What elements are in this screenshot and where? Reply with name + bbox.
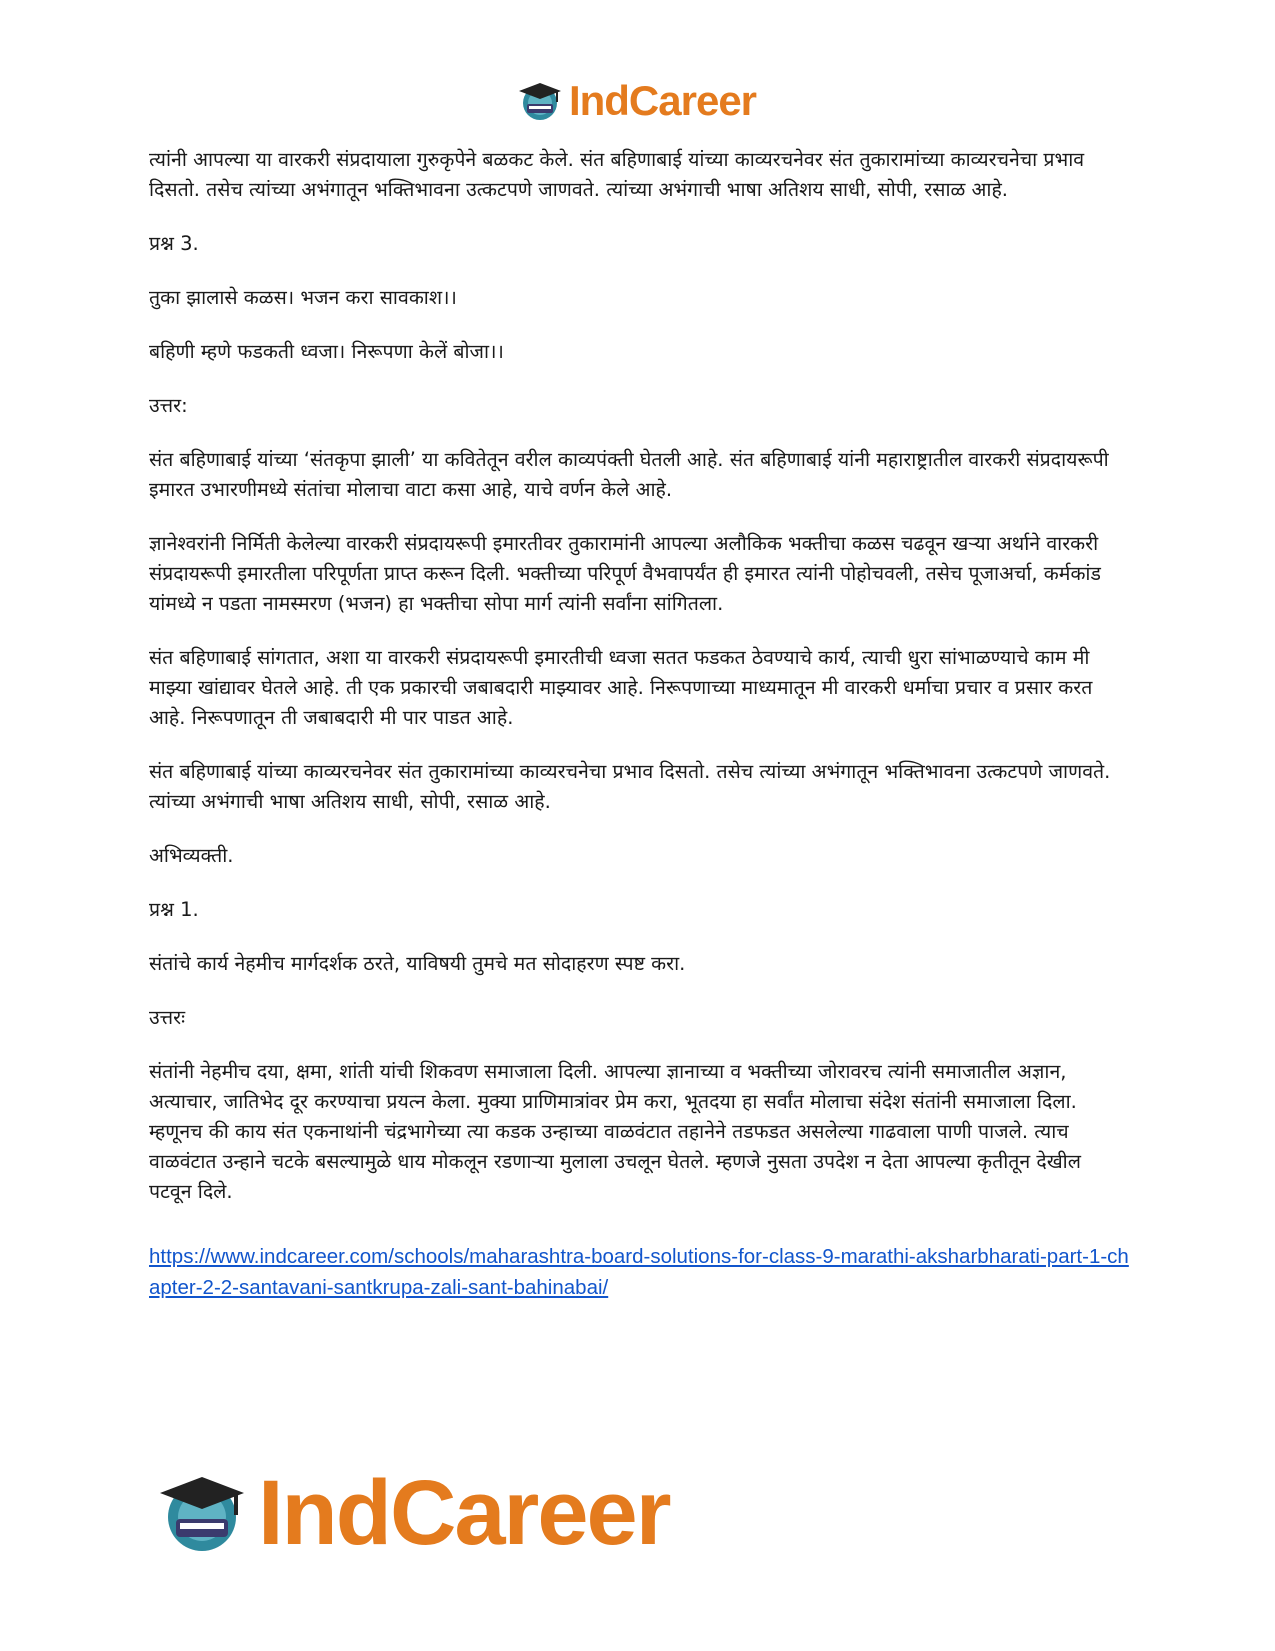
section-label: अभिव्यक्ती.	[149, 844, 234, 867]
verse-line: तुका झालासे कळस। भजन करा सावकाश।।	[149, 286, 457, 309]
document-body	[149, 145, 1129, 1303]
graduation-globe-icon	[160, 1470, 252, 1556]
answer-label: उत्तर:	[149, 394, 188, 417]
paragraph: संत बहिणाबाई सांगतात, अशा या वारकरी संप्रदायरूपी इमारतीची ध्वजा सतत फडकत ठेवण्याचे कार्य, त्याची धुरा सांभाळण्याचे काम मी माझ्या खांद्यावर घेतले आहे. ती एक प्रकारची जबाबदारी माझ्यावर आहे. निरूपणाच्या माध्यमातून मी वारकरी धर्माचा प्रचार व प्रसार करत आहे. निरूपणातून ती जबाबदारी मी पार पाडत आहे.	[149, 646, 1093, 729]
question-text: संतांचे कार्य नेहमीच मार्गदर्शक ठरते, याविषयी तुमचे मत सोदाहरण स्पष्ट करा.	[149, 952, 686, 975]
paragraph: संत बहिणाबाई यांच्या काव्यरचनेवर संत तुकारामांच्या काव्यरचनेचा प्रभाव दिसतो. तसेच त्यांच्या अभंगातून भक्तिभावना उत्कटपणे जाणवते. त्यांच्या अभंगाची भाषा अतिशय साधी, सोपी, रसाळ आहे.	[149, 760, 1111, 813]
paragraph: ज्ञानेश्वरांनी निर्मिती केलेल्या वारकरी संप्रदायरूपी इमारतीवर तुकारामांनी आपल्या अलौकिक भक्तीचा कळस चढवून खऱ्या अर्थाने वारकरी संप्रदायरूपी इमारतीला परिपूर्णता प्राप्त करून दिली. भक्तीच्या परिपूर्ण वैभवापर्यंत ही इमारत त्यांनी पोहोचवली, तसेच पूजाअर्चा, कर्मकांड यांमध्ये न पडता नामस्मरण (भजन) हा भक्तीचा सोपा मार्ग त्यांनी सर्वांना सांगितला.	[149, 532, 1101, 615]
graduation-globe-icon	[519, 80, 565, 122]
question-label: प्रश्न 1.	[149, 898, 199, 921]
brand-name: IndCareer	[568, 77, 757, 124]
source-link[interactable]: https://www.indcareer.com/schools/maharashtra-board-solutions-for-class-9-marathi-aksharbharati-part-1-chapter-2-2-santavani-santkrupa-zali-sant-bahinabai/	[149, 1245, 1129, 1299]
paragraph: संतांनी नेहमीच दया, क्षमा, शांती यांची शिकवण समाजाला दिली. आपल्या ज्ञानाच्या व भक्तीच्या जोरावरच त्यांनी समाजातील अज्ञान, अत्याचार, जातिभेद दूर करण्याचा प्रयत्न केला. मुक्या प्राणिमात्रांवर प्रेम करा, भूतदया हा सर्वांत मोलाचा संदेश संतांनी समाजाला दिला. म्हणूनच की काय संत एकनाथांनी चंद्रभागेच्या त्या कडक उन्हाच्या वाळवंटात तहानेने तडफडत असलेल्या गाढवाला पाणी पाजले. त्याच वाळवंटात उन्हाने चटके बसल्यामुळे धाय मोकलून रडणाऱ्या मुलाला उचलून घेतले. म्हणजे नुसता उपदेश न देता आपल्या कृतीतून देखील पटवून दिले.	[149, 1060, 1081, 1203]
footer-logo	[160, 1462, 670, 1564]
answer-label: उत्तरः	[149, 1006, 186, 1029]
header-logo	[0, 78, 1275, 124]
question-label: प्रश्न 3.	[149, 232, 199, 255]
verse-line: बहिणी म्हणे फडकती ध्वजा। निरूपणा केलें बोजा।।	[149, 340, 504, 363]
brand-name: IndCareer	[258, 1462, 670, 1564]
paragraph: त्यांनी आपल्या या वारकरी संप्रदायाला गुरुकृपेने बळकट केले. संत बहिणाबाई यांच्या काव्यरचनेवर संत तुकारामांच्या काव्यरचनेचा प्रभाव दिसतो. तसेच त्यांच्या अभंगातून भक्तिभावना उत्कटपणे जाणवते. त्यांच्या अभंगाची भाषा अतिशय साधी, सोपी, रसाळ आहे.	[149, 148, 1085, 201]
paragraph: संत बहिणाबाई यांच्या ‘संतकृपा झाली’ या कवितेतून वरील काव्यपंक्ती घेतली आहे. संत बहिणाबाई यांनी महाराष्ट्रातील वारकरी संप्रदायरूपी इमारत उभारणीमध्ये संतांचा मोलाचा वाटा कसा आहे, याचे वर्णन केले आहे.	[149, 448, 1109, 501]
